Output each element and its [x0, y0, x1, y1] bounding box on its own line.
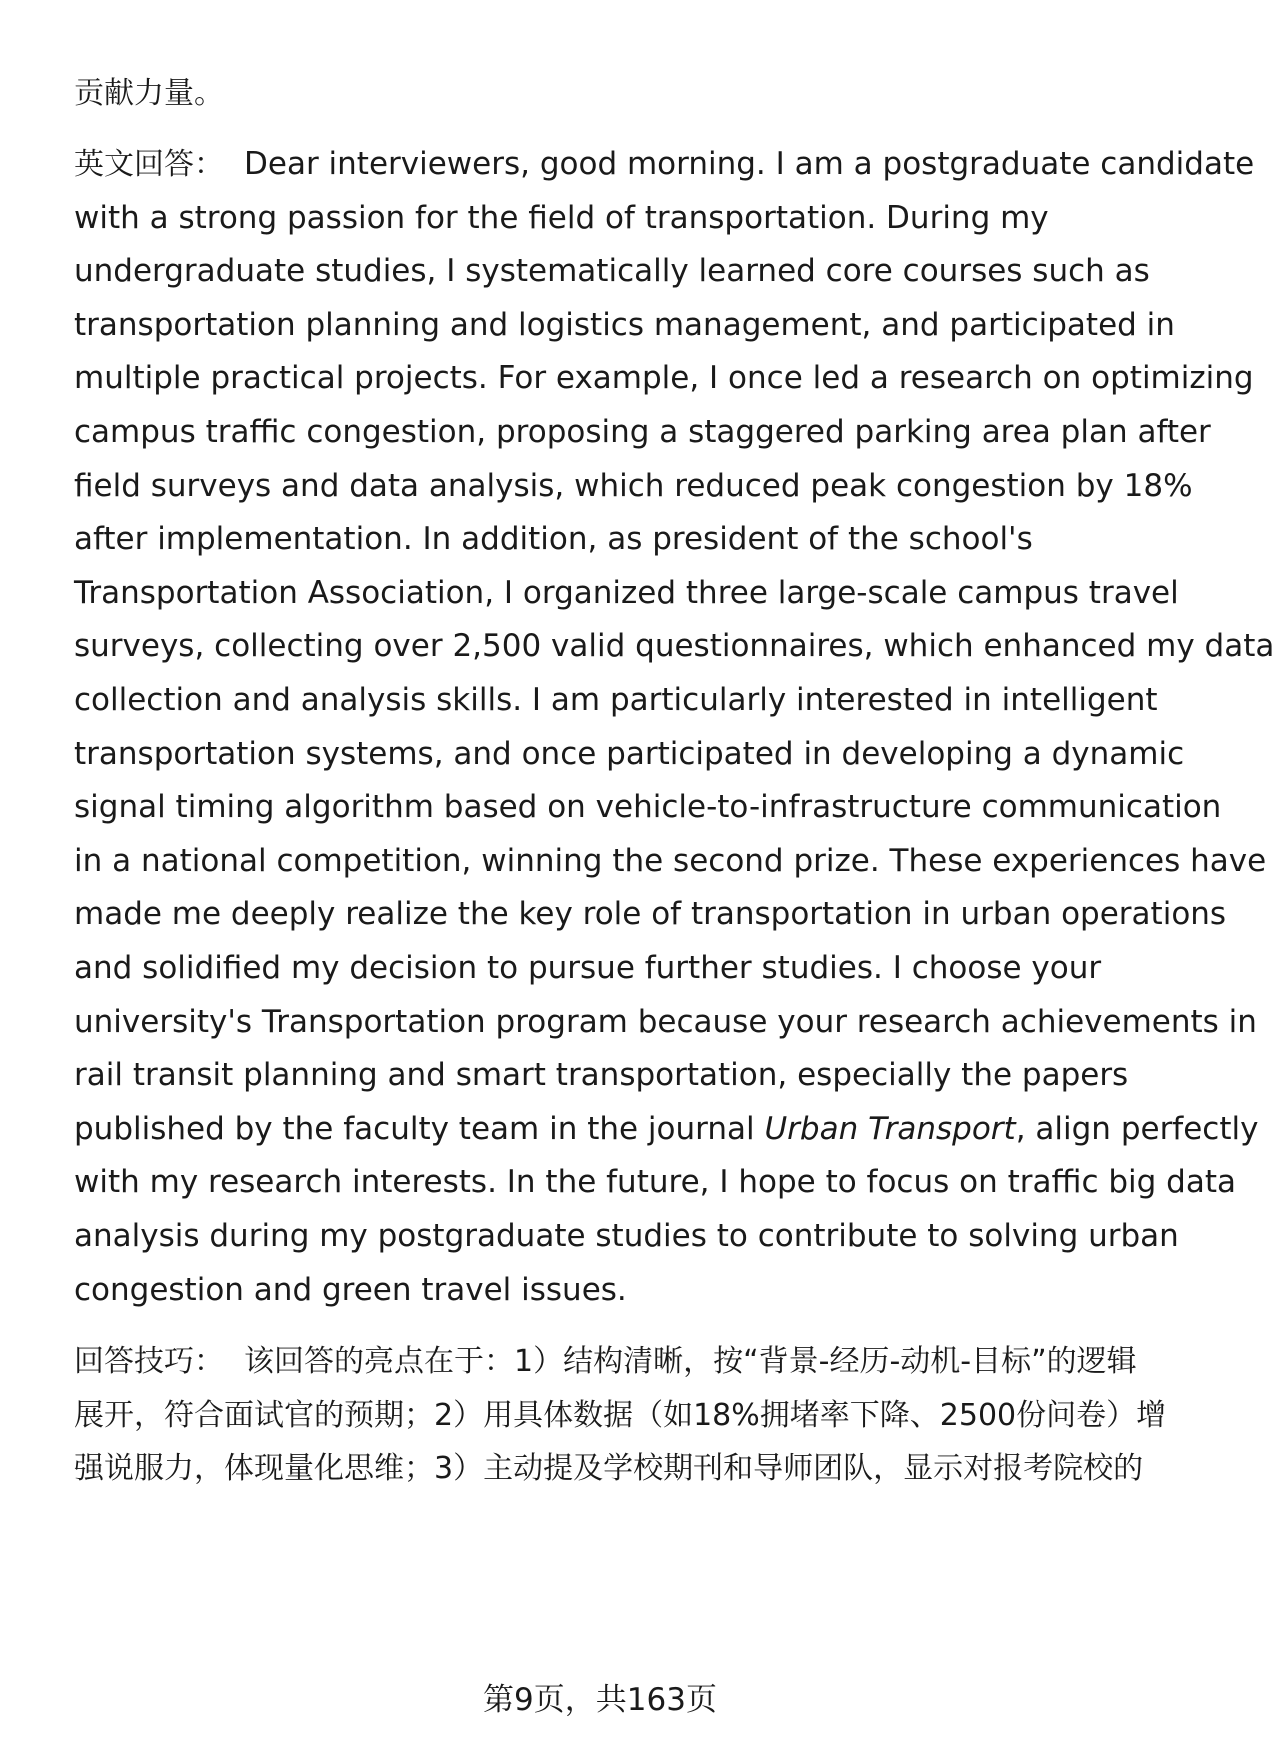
tips-line-2: 展开，符合面试官的预期；2）用具体数据（如18%拥堵率下降、2500份问卷）增 — [74, 1398, 1167, 1433]
english-answer-text: Dear interviewers, good morning. I am a postgraduate candidate — [244, 146, 1255, 182]
english-answer-label: 英文回答： — [74, 147, 224, 182]
english-answer-line: Transportation Association, I organized three large-scale campus travel — [74, 575, 1179, 611]
english-answer-line: with a strong passion for the field of transportation. During my — [74, 200, 1049, 236]
english-answer-line: after implementation. In addition, as president of the school's — [74, 521, 1033, 557]
english-answer-text: published by the faculty team in the journal — [74, 1111, 765, 1147]
english-answer-line: congestion and green travel issues. — [74, 1272, 627, 1308]
english-answer-line: transportation systems, and once participated in developing a dynamic — [74, 736, 1185, 772]
english-answer-line: undergraduate studies, I systematically learned core courses such as — [74, 253, 1150, 289]
english-answer-line: in a national competition, winning the second prize. These experiences have — [74, 843, 1267, 879]
english-answer-line: rail transit planning and smart transportation, especially the papers — [74, 1057, 1129, 1093]
english-answer-line: analysis during my postgraduate studies to contribute to solving urban — [74, 1218, 1179, 1254]
tips-text: 该回答的亮点在于：1）结构清晰，按“背景-经历-动机-目标”的逻辑 — [244, 1344, 1137, 1379]
english-answer-line: made me deeply realize the key role of transportation in urban operations — [74, 896, 1227, 932]
tips-line-1 — [74, 1342, 1137, 1382]
english-answer-line: field surveys and data analysis, which reduced peak congestion by 18% — [74, 468, 1193, 504]
journal-title: Urban Transport — [764, 1111, 1016, 1147]
english-answer-line: multiple practical projects. For example, I once led a research on optimizing — [74, 360, 1254, 396]
english-answer-line — [74, 1109, 1258, 1149]
tips-label: 回答技巧： — [74, 1344, 224, 1379]
english-answer-line: with my research interests. In the future, I hope to focus on traffic big data — [74, 1164, 1237, 1200]
tips-line-3: 强说服力，体现量化思维；3）主动提及学校期刊和导师团队，显示对报考院校的 — [74, 1451, 1144, 1486]
english-answer-line: and solidified my decision to pursue further studies. I choose your — [74, 950, 1102, 986]
english-answer-line: surveys, collecting over 2,500 valid questionnaires, which enhanced my data — [74, 628, 1274, 664]
english-answer-line: campus traffic congestion, proposing a staggered parking area plan after — [74, 414, 1211, 450]
english-answer-text: , align perfectly — [1015, 1111, 1259, 1147]
english-answer-line: university's Transportation program because your research achievements in — [74, 1004, 1257, 1040]
english-answer-line: transportation planning and logistics management, and participated in — [74, 307, 1175, 343]
english-answer-line: collection and analysis skills. I am particularly interested in intelligent — [74, 682, 1158, 718]
continuation-text: 贡献力量。 — [74, 76, 224, 111]
english-answer-line-1 — [74, 144, 1254, 184]
english-answer-line: signal timing algorithm based on vehicle-to-infrastructure communication — [74, 789, 1222, 825]
page-number-footer: 第9页，共163页 — [483, 1682, 717, 1718]
